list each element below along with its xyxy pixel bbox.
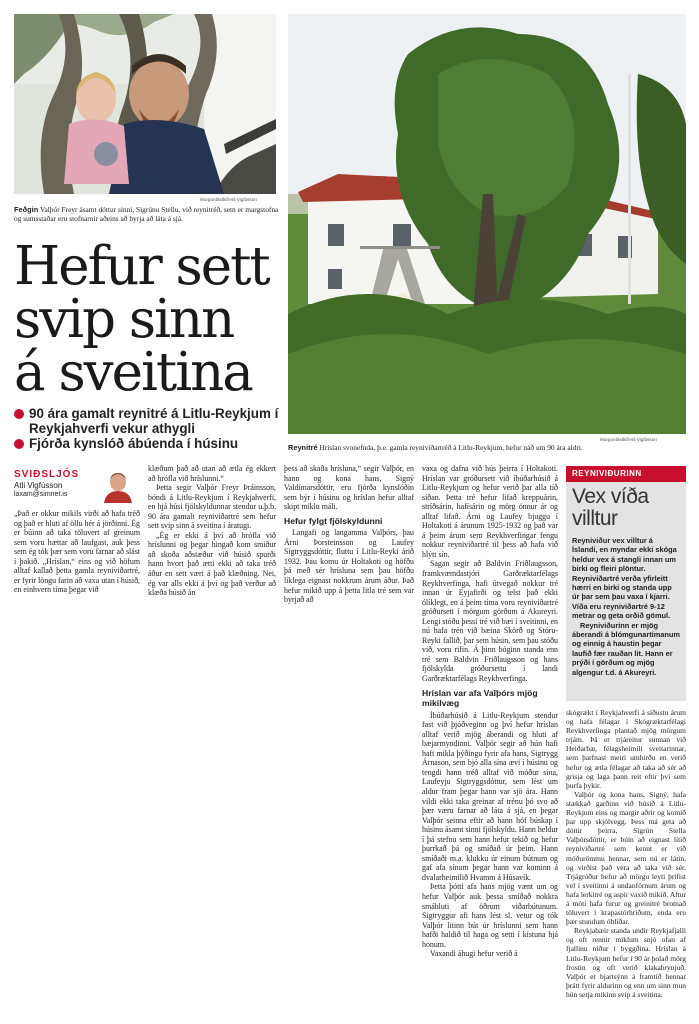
article-paragraph: klæðum það að utan að ætla ég ekkert að hrófla við hríslunni.“	[148, 464, 276, 483]
caption-father-daughter	[14, 205, 282, 223]
photo-father-daughter	[14, 14, 276, 194]
article-paragraph: vaxa og dafna við hús þeirra í Holtakoti. Hríslan var gróðursett við íbúðarhúsið á Litlu-Reykjum og hefur verið þar alla tíð síðan. Þetta tré hefur lifað kreppuárin, stríðsárin, hafísárin og mörg önnur ár og alltaf lifað. Árni og Laufey bjuggu í Holtakoti á árunum 1925-1932 og það var á þeim árum sem Reykhverfingar fengu nokkur reyniviðartré til þess að hafa við hlýtt sín.	[422, 464, 558, 559]
article-subheading: Hefur fylgt fjölskyldunni	[284, 515, 383, 526]
caption-text: Hríslan svonefnda, þ.e. gamla reyniviðartréð á Litlu-Reykjum, hefur náð um 90 ára aldri.	[317, 443, 583, 452]
article-paragraph: Reykjabæir standa undir Reykjafjalli og oft rennir miklum snjó ofan af fjallinu niður í byggðina. Hríslan á Litlu-Reykjum hefur í 90 ár þolað mörg frostin og oft verið klakabrynjuð. Valþór er bjartsýnn á framtíð hennar þrátt fyrir aldurinn og enn um sinn mun hún setja mikinn svip á sveitina.	[566, 926, 686, 999]
photo-father-daughter-image	[14, 14, 276, 194]
photo-credit-top: Morgunblaðið/Atli Vigfússon	[200, 197, 257, 202]
bullet-item	[14, 406, 289, 436]
article-paragraph: Langafi og langamma Valþórs, þau Árni Þorsteinsson og Laufey Sigtryggsdóttir, fluttu í Litlu-Reyki árið 1932. Þau komu úr Holtakoti og höfðu þá með sér hrísluna sem þau höfðu líklega eignast nokkrum árum áður. Það hefur mikið upp á þetta litla tré sem var byrjað að	[284, 528, 414, 605]
headline-line-3: á sveitina	[14, 342, 252, 403]
article-paragraph: þess að skaða hrísluna,“ segir Valþór, en hann og kona hans, Signý Valdimarsdóttir, eru fjórða kynslóðin sem býr í húsinu og hríslan hefur alltaf skipt miklu máli.	[284, 464, 414, 512]
author-name: Atli Vigfússon	[14, 481, 63, 490]
caption-lead: Feðgin	[14, 205, 39, 214]
article-column-5	[566, 708, 686, 999]
factbox-paragraph: Reyniviðurinn er mjög áberandi á blómgunartímanum og einnig á haustin þegar laufið fær rauðan lit. Hann er prýði í görðum og mjög algengur t.d. á Akureyri.	[572, 620, 681, 677]
article-paragraph: Valþór og kona hans, Signý, hafa stækkað garðinn við húsið á Litlu-Reykjum eins og margir aðrir og komið þar upp skjólvegg. Þess má geta að dóttir þeirra, Sigrún Stella Valþórsdóttir, er búin að eignast lítið reyniviðartré sem kennt er við móðurömmu hennar, sem nú er látin, og virðist það vera að taka við sér. Trjágróður hefur að mörgu leyti þrifist vel í sveitinni á undanförnum árum og hafa lerkitré og aspir vaxið mikið. Aftur á móti hafa furur og greinitré brotnað töluvert í krapastórhríðum, enda eru þær stundum óblíðar.	[566, 789, 686, 927]
article-paragraph: Íbúðarhúsið á Litlu-Reykjum stendur fast við þjóðveginn og því hefur hríslan alltaf verið mjög áberandi og hluti af bæjarmyndinni. Valþór segir að hún hafi haft mikla þýðingu fyrir afa hans, Sigtrygg Árnason, sem bjó alla sína ævi í húsinu og tengdi hann tréð alltaf við móður sína, Laufeyju Sigtryggsdóttur, sem lést um aldur fram þegar hann var sjö ára. Hann vildi ekki taka greinar af trénu þó svo að þær væru farnar að láta á sjá, en þegar Valþór seinna eftir að hann hóf búskap í húsinu ásamt sinni fjölskyldu. Hann heldur í þá stefnu sem hann hefur tekið og hefur þurrkað þá og smíðað úr þeim. Hann smíðaði m.a. klukku úr einum bútnum og gaf afa sínum þegar hann var kominn á dvalarheimilið Hvamm á Húsavík.	[422, 710, 558, 882]
caption-lead: Reynitré	[288, 443, 318, 452]
article-column-2	[148, 464, 276, 598]
bullet-text: 90 ára gamalt reynitré á Litlu-Reykjum í Reykjahverfi vekur athygli	[29, 406, 279, 436]
subheadline-bullets	[14, 406, 289, 451]
section-label: SVIÐSLJÓS	[14, 469, 80, 480]
article-paragraph: Þetta þótti afa hans mjög vænt um og hefur Valþór auk þessa smíðað nokkra smáhluti af öðrum viðarbútunum. Sigtryggur afi hans lést sl. vetur og tók Valþór litinn bút úr hríslunni sem hann hafði haldið til haga og setti í kistuna hjá honum.	[422, 882, 558, 949]
factbox-text	[572, 536, 680, 677]
factbox-paragraph: Reyniviður vex villtur á Íslandi, en myndar ekki skóga heldur vex á stangli innan um birki og fleiri plöntur. Reyniviðartré verða yfirleitt hærri en birki og standa upp úr þar sem þau vaxa í kjarri. Víða eru reyniviðartré 9-12 metrar og geta orðið gömul.	[572, 536, 677, 621]
caption-text: Valþór Freyr ásamt dóttur sinni, Sigrúnu Stellu, við reynitréð, sem er margstofna og sumsstaðar eru stofnarnir aðeins að byrja að láta á sjá.	[14, 205, 279, 223]
article-paragraph: „Það er okkur mikils virði að hafa tréð og það er hluti af öllu hér á jörðinni. Ég er búinn að taka töluvert af greinum sem voru hættar að laufgast, auk þess sem ég tók þær sem voru farnar að slást í þakið. „Hríslan,“ eins og við höfum alltaf kallað þetta gamla reyniviðartré, er fyrir löngu farin að vaxa utan í húsið, en einhvern tíma þegar við	[14, 509, 140, 595]
bullet-item	[14, 436, 289, 451]
article-paragraph: Vaxandi áhugi hefur verið á	[430, 949, 518, 959]
article-paragraph: skógrækt í Reykjahverfi á síðustu árum og hafa félagar í Skógræktarfélagi Reykhverfinga plantað mjög mörgum trjám. Þá er trjáreitur sunnan við Heiðarbæ, félagsheimili sveitarinnar, sem þarfnast meiri umhirðu en verið hefur og ætla félagar að taka að sér að grisja og laga þann reit eftir því sem þurfa þykir.	[566, 708, 686, 790]
article-paragraph: „Ég er ekki á því að hrófla við hríslunni og þegar hingað kom smiður að skoða aðstæður við húsið spurði hann hvort það ætti ekki að taka tréð áður en sett væri á það klæðning. Nei, ég var alls ekki á því og það verður að klæða húsið án	[148, 530, 276, 598]
author-avatar-image	[100, 467, 136, 503]
article-paragraph: Sagan segir að Baldvin Friðlaugsson, framkvæmdastjóri Garðræktarfélags Reykhverfinga, hafi útvegað nokkur tré innan úr Eyjafirði og telst það ekki ólíklegt, en á þeim tíma voru reyniviðartré gróðursett í mörgum görðum á Akureyri. Lengi stóðu þessi tré við bæi í sveitinni, en nú hafa trén við bæina Skörð og Stóru-Reyki fallið, þar sem húsin, sem þau stóðu við, voru rifin. Á þinn bóginn standa enn tré sem Baldvin Friðlaugsson og hans fjölskylda gróðursettu í landi Garðræktarfélags Reykhverfinga.	[422, 559, 558, 684]
factbox-sidebar	[566, 466, 686, 701]
headline-line-1: Hefur sett	[14, 236, 269, 297]
article-column-1	[14, 509, 140, 595]
article-column-4	[422, 464, 558, 959]
author-avatar	[100, 467, 136, 503]
photo-tree-house-image	[288, 14, 686, 434]
article-column-3	[284, 464, 414, 605]
factbox-title: Vex víða villtur	[572, 485, 649, 530]
article-subheading: Hríslan var afa Valþórs mjög mikilvæg	[422, 687, 538, 709]
photo-credit-main: Morgunblaðið/Atli Vigfússon	[600, 437, 657, 442]
headline-line-2: svip sinn	[14, 289, 234, 350]
author-email: laxam@simnet.is	[14, 491, 68, 498]
red-bullet-icon	[14, 439, 24, 449]
red-bullet-icon	[14, 409, 24, 419]
factbox-header: REYNIVIÐURINN	[566, 466, 686, 482]
caption-tree	[288, 443, 688, 452]
photo-tree-house	[288, 14, 686, 434]
headline	[14, 236, 284, 403]
article-paragraph: Þetta segir Valþór Freyr Þráinsson, bóndi á Litlu-Reykjum í Reykjahverfi, en hjá húsi fjölskyldunnar stendur u.þ.b. 90 ára gamalt reyniviðartré sem hefur sett svip sinn á sveitina í áratugi.	[148, 483, 276, 531]
bullet-text: Fjórða kynslóð ábúenda í húsinu	[29, 436, 239, 451]
